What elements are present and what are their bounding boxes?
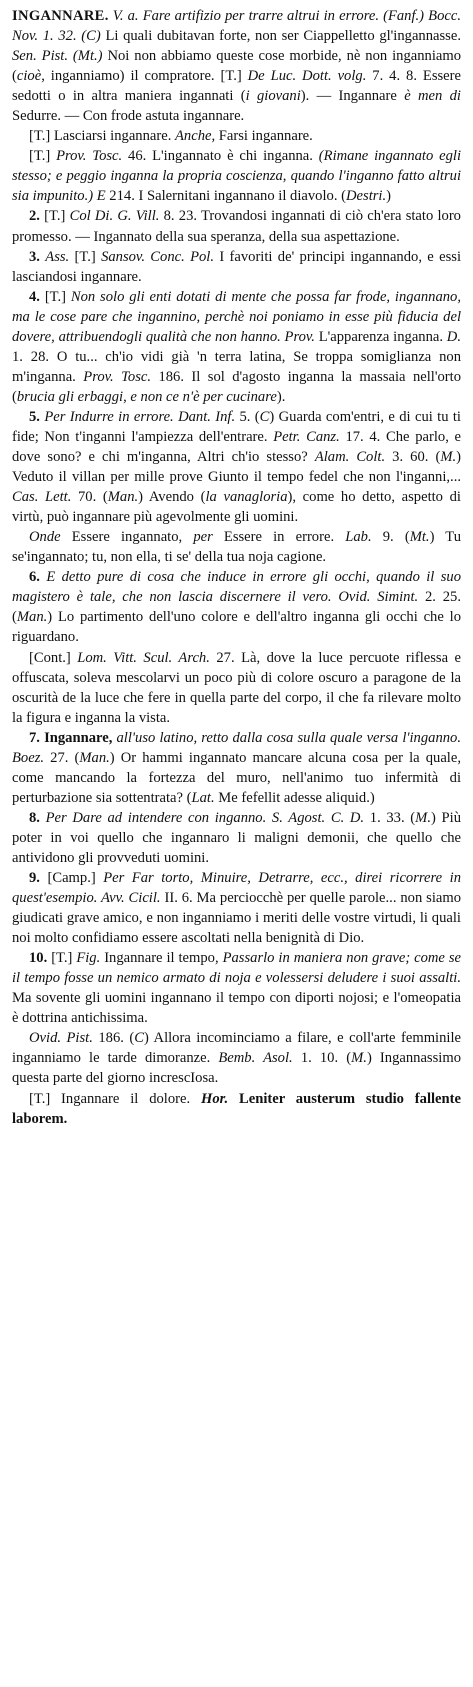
text-run: Ingannare il tempo, xyxy=(104,950,223,967)
text-run: [T.] xyxy=(29,148,57,165)
text-run: Sedurre. — Con frode astuta ingannare. xyxy=(12,108,245,125)
text-run: Man. xyxy=(107,489,139,506)
text-run: 8. xyxy=(29,809,46,826)
entry-paragraph-s15 xyxy=(12,1028,461,1088)
text-run: ), come ho detto, aspetto di virtù, può ingannare più agevolmente gli uomini. xyxy=(12,489,461,526)
text-run: M. xyxy=(351,1050,367,1067)
text-run: L'apparenza inganna. xyxy=(318,328,447,345)
text-run: Col Di. G. Vill. xyxy=(69,208,164,225)
text-run: Passarlo in maniera non grave; come se il tempo fosse un nemico armato di noja e volessersi deludere i suoi assalti. xyxy=(12,950,461,987)
entry-paragraph-s13 xyxy=(12,868,461,948)
text-run: De Luc. Dott. volg. xyxy=(247,68,373,85)
text-run: 27. Là, dove la luce percuote riflessa e offuscata, soleva mescolarvi un poco più di colore oscuro a paragone de la oscurità de la luce che fere in quella parte del corpo, il che fa rilevare molto la figura e inganna la vista. xyxy=(12,649,462,726)
text-run: i giovani xyxy=(245,88,301,105)
text-run: Prov. Tosc. xyxy=(56,148,129,165)
text-run: 1. 33. ( xyxy=(369,809,416,826)
text-run: 1. 28. O tu... ch'io vidi già 'n terra latina, Se troppa somiglianza non m'inganna. xyxy=(12,348,461,385)
text-run: Sansov. Conc. Pol. xyxy=(101,248,220,265)
text-run: ) Guarda com'entri, e di cui tu ti fide; Non t'inganni l'ampiezza dell'entrare. xyxy=(12,408,461,445)
entry-headword: INGANNARE. xyxy=(12,8,109,24)
text-run: Cas. Lett. xyxy=(12,489,78,506)
text-run: Essere in errore. xyxy=(223,529,346,546)
text-run: Farsi ingannare. xyxy=(218,128,313,145)
text-run: , xyxy=(123,388,131,405)
text-run: Hor. xyxy=(200,1090,240,1107)
text-run: [T.] xyxy=(44,288,71,305)
text-run: V. a. Fare artifizio per trarre altrui in errore. (Fanf.) Bocc. Nov. 1. 32. (C) xyxy=(12,8,461,45)
entry-text-s2 xyxy=(29,128,313,144)
entry-paragraph-s10 xyxy=(12,648,461,728)
text-run: all'uso latino, retto dalla cosa sulla quale versa l'inganno. Boez. xyxy=(12,729,461,766)
text-run: Anche, xyxy=(175,128,219,145)
text-run: Essere ingannato, xyxy=(71,529,194,546)
entry-paragraph-s8 xyxy=(12,527,461,567)
text-run: ). — Ingannare xyxy=(300,88,405,105)
text-run: 5. xyxy=(29,408,45,425)
text-run: 9. ( xyxy=(382,529,410,546)
text-run: 186. Il sol d'agosto inganna la massaia nell'orto ( xyxy=(12,368,461,405)
text-run: Prov. Tosc. xyxy=(83,368,159,385)
text-run: [T.] Ingannare il dolore. xyxy=(29,1090,201,1107)
text-run: C xyxy=(259,408,270,425)
text-run: M. xyxy=(415,809,431,826)
text-run: ) Avendo ( xyxy=(138,489,206,506)
entry-paragraph-s3 xyxy=(12,146,461,206)
text-run: cioè xyxy=(16,68,42,85)
text-run: 27. ( xyxy=(50,749,80,766)
entry-text-s14 xyxy=(12,950,461,1026)
text-run: Non solo gli enti dotati di mente che possa far frode, ingannano, ma le cose pare che ingannino, perchè noi poniamo in esse più fiducia del dovere, attribuendogli qualità che non hanno. Prov. xyxy=(12,288,461,345)
text-run: Onde xyxy=(29,529,72,546)
text-run: M. xyxy=(440,449,457,466)
text-run: Per Far torto, Minuire, Detrarre, ecc., direi ricorrere in quest'esempio. Avv. Cicil. xyxy=(12,870,461,907)
entry-paragraph-s2 xyxy=(12,126,461,146)
entry-text-s12 xyxy=(12,810,461,866)
entry-text-s7 xyxy=(12,409,461,525)
entry-text-s10 xyxy=(12,650,461,726)
text-run: [T.] Lasciarsi ingannare. xyxy=(29,128,176,145)
text-run: 70. ( xyxy=(78,489,108,506)
text-run: Fig. xyxy=(76,950,105,967)
text-run: Man. xyxy=(79,749,110,766)
text-run: ) Or hammi ingannato mancare alcuna cosa per la quale, come mancando la fortezza del muro, nell'animo tuo infermità di perturbazione sia sottentrata? ( xyxy=(12,749,461,806)
text-run: Man. xyxy=(16,609,48,626)
text-run: 10. xyxy=(29,950,52,967)
text-run: Petr. Canz. xyxy=(273,428,346,445)
entry-paragraph-s11 xyxy=(12,728,461,808)
text-run: ) Ingannassimo questa parte del giorno increscIosa. xyxy=(12,1050,461,1087)
entry-paragraph-s1 xyxy=(12,6,461,126)
text-run: 4. xyxy=(29,288,45,305)
text-run: [Cont.] xyxy=(29,649,78,666)
text-run: 5. ( xyxy=(239,408,260,425)
text-run: , inganniamo) il compratore. [T.] xyxy=(41,68,248,85)
text-run: [T.] xyxy=(44,208,70,225)
text-run: II. 6. Ma perciocchè per quelle parole... non siamo giudicati grave amico, e non inganniamo i meriti delle vostre virtudi, li quali noi molto confidiamo essere ascoltati nella benignità di Dio. xyxy=(12,890,461,947)
text-run: Lom. Vitt. Scul. Arch. xyxy=(77,649,217,666)
text-run: la vanagloria xyxy=(205,489,288,506)
text-run: brucia gli erbaggi xyxy=(16,388,124,405)
text-run: Ass. xyxy=(45,248,75,265)
text-run: Ma sovente gli uomini ingannano il tempo con diporti nojosi; e l'omeopatia è dottrina antichissima. xyxy=(12,990,461,1027)
text-run: Alam. Colt. xyxy=(314,449,393,466)
text-run: 1. 10. ( xyxy=(300,1050,352,1067)
text-run: Lab. xyxy=(345,529,383,546)
text-run: D. xyxy=(446,328,461,345)
text-run: ) Veduto il villan per mille prove Giunto il tempo fedel che non l'inganni,... xyxy=(12,449,461,486)
entry-text-s9 xyxy=(12,569,461,645)
text-run: [Camp.] xyxy=(47,870,104,887)
text-run: 46. L'ingannato è chi inganna. xyxy=(128,148,319,165)
entry-paragraph-s4 xyxy=(12,206,461,246)
text-run: Mt. xyxy=(409,529,430,546)
entry-text-s1 xyxy=(12,8,461,124)
text-run: Sen. Pist. (Mt.) xyxy=(12,48,108,65)
text-run: 2. 25. ( xyxy=(12,589,462,626)
entry-text-s13 xyxy=(12,870,461,946)
text-run: ) xyxy=(386,188,392,205)
text-run: 8. 23. Trovandosi ingannati di ciò ch'era stato loro promesso. — Ingannato della sua speranza, della sua aspettazione. xyxy=(12,208,461,245)
text-run: Lat. xyxy=(191,789,219,806)
text-run: 3. xyxy=(29,248,46,265)
text-run: 7. Ingannare, xyxy=(29,729,117,746)
text-run: 17. 4. Che parlo, e dove sono? e chi m'inganna, Altri ch'io stesso? xyxy=(12,428,462,466)
text-run: Ovid. Pist. xyxy=(29,1030,99,1047)
text-run: 186. ( xyxy=(98,1030,135,1047)
text-run: 214. I Salernitani ingannano il diavolo. ( xyxy=(109,188,346,205)
text-run: [T.] xyxy=(74,248,102,265)
text-run: ) Più poter in voi quello che ingannaro li maligni demonii, che quello che antividono gli provveduti uomini. xyxy=(12,809,461,866)
entry-paragraph-s16 xyxy=(12,1089,461,1129)
text-run: Per Indurre in errore. Dant. Inf. xyxy=(44,408,240,425)
text-run: [T.] xyxy=(51,950,77,967)
entry-paragraph-s14 xyxy=(12,948,461,1028)
entry-paragraph-s7 xyxy=(12,407,461,527)
text-run: ) Lo partimento dell'uno colore e dell'altro inganna gli occhi che lo riguardano. xyxy=(12,609,461,646)
text-run: Leniter austerum studio fallente laborem. xyxy=(12,1090,461,1127)
entry-paragraph-s12 xyxy=(12,808,461,868)
entry-text-s11 xyxy=(12,730,461,806)
entry-text-s16 xyxy=(12,1091,461,1127)
text-run: ). xyxy=(276,388,286,405)
text-run: Li quali dubitavan forte, non ser Ciappelletto gl'ingannasse. xyxy=(105,28,461,45)
text-run: I favoriti de' principi ingannando, e essi lasciandosi ingannare. xyxy=(12,248,461,285)
text-run: Noi non abbiamo queste cose morbide, nè non inganniamo ( xyxy=(12,48,461,85)
text-run: 7. 4. 8. Essere sedotti o in altra maniera ingannati ( xyxy=(12,68,461,105)
entry-text-s5 xyxy=(12,249,461,285)
text-run: ) Allora incominciamo a filare, e coll'arte femminile inganniamo le tarde dimoranze. xyxy=(12,1030,461,1067)
text-run: è men di xyxy=(404,88,461,105)
entry-text-s8 xyxy=(12,529,461,565)
text-run: e non ce n'è per cucinare xyxy=(130,388,277,405)
text-run: 3. 60. ( xyxy=(392,449,441,466)
text-run: Me fefellit adesse aliquid.) xyxy=(218,789,375,806)
entry-paragraph-s6 xyxy=(12,287,461,407)
text-run: ) Tu se'ingannato; tu, non ella, ti se' della tua noja cagione. xyxy=(12,529,461,566)
text-run: Bemb. Asol. xyxy=(218,1050,301,1067)
text-run: 2. xyxy=(29,208,45,225)
entry-paragraph-s9 xyxy=(12,567,461,647)
entry-text-s15 xyxy=(12,1030,461,1086)
text-run: 9. xyxy=(29,870,48,887)
entry-text-s6 xyxy=(12,289,461,405)
entry-paragraph-s5 xyxy=(12,247,461,287)
entry-text-s3 xyxy=(12,148,461,204)
text-run: per xyxy=(193,529,224,546)
text-run: C xyxy=(134,1030,144,1047)
entry-text-s4 xyxy=(12,208,461,244)
text-run: (Rimane ingannato egli stesso; e peggio inganna la propria coscienza, quando l'inganno fatto altrui sia impunito.) E xyxy=(12,148,462,205)
text-run: Destri. xyxy=(346,188,387,205)
text-run: Per Dare ad intendere con inganno. S. Agost. C. D. xyxy=(45,809,370,826)
text-run: E detto pure di cosa che induce in errore gli occhi, quando il suo magistero è tale, che non lascia discernere il vero. Ovid. Simint. xyxy=(12,569,461,606)
text-run: 6. xyxy=(29,569,47,586)
